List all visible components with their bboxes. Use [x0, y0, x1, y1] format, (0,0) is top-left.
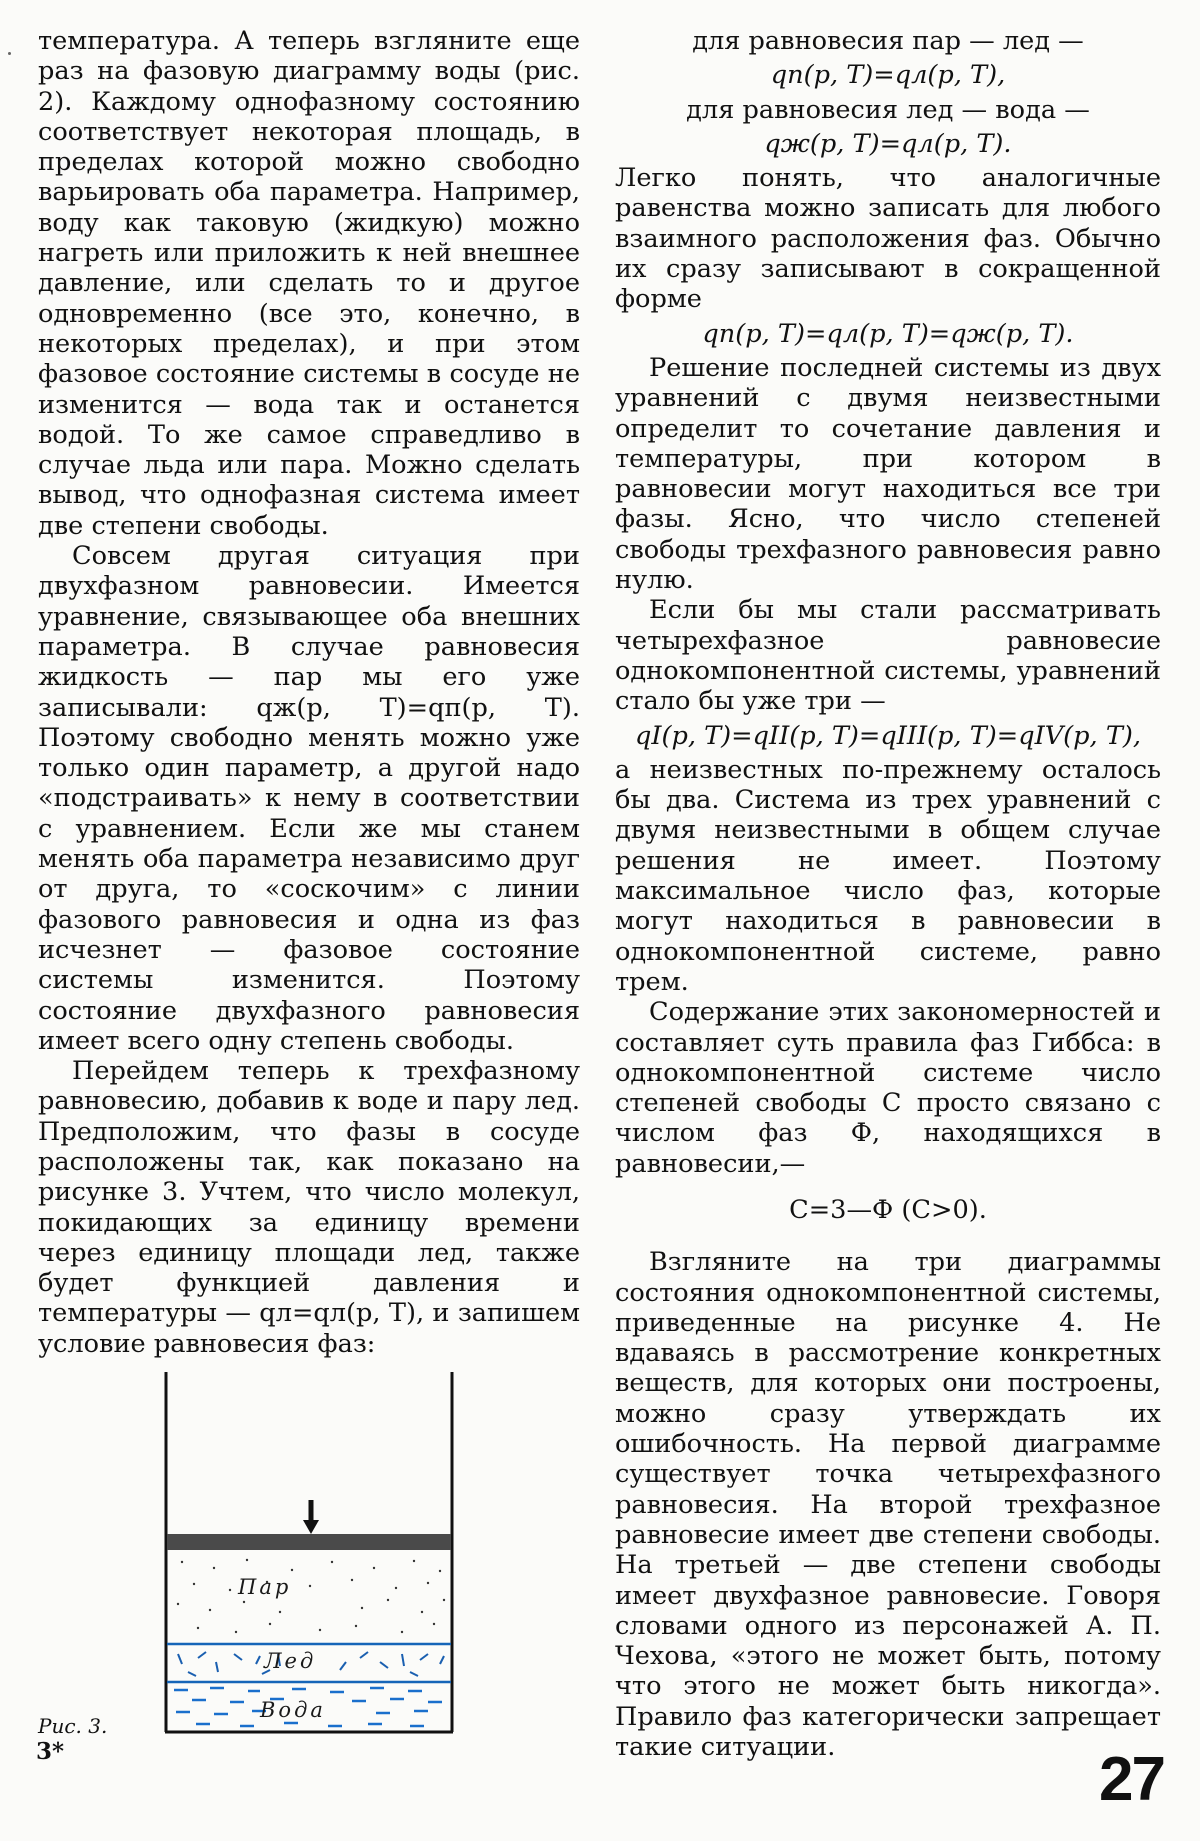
gibbs-rule-formula: С=3—Ф (С>0).	[789, 1194, 987, 1225]
paragraph: температура. А теперь взгляните еще раз на фазовую диаграмму воды (рис. 2). Каждому однофазному состоянию соответствует некоторая площадь, в пределах которой можно свободно варьировать оба параметра. Например, воду как таковую (жидкую) можно нагреть или приложить к ней внешнее давление, или сделать то и другое одновременно (все это, конечно, в некоторых пределах), и при этом фазовое состояние системы в сосуде не изменится — вода так и останется водой. То же самое справедливо в случае льда или пара. Можно сделать вывод, что однофазная система имеет две степени свободы.	[38, 26, 580, 541]
page-number: 27	[1099, 1745, 1164, 1814]
label-water: Вода	[260, 1698, 326, 1722]
paragraph: Если бы мы стали рассматривать четырехфазное равновесие однокомпонентной системы, уравнений стало бы уже три —	[615, 595, 1161, 717]
paragraph: а неизвестных по-прежнему осталось бы два. Система из трех уравнений с двумя неизвестными в общем случае решения не имеет. Поэтому максимальное число фаз, которые могут находиться в равновесии в однокомпонентной системе, равно трем.	[615, 754, 1161, 997]
formula-intro: для равновесия пар — лед —	[692, 26, 1084, 56]
margin-mark	[8, 52, 11, 55]
paragraph: Взгляните на три диаграммы состояния однокомпонентной системы, приведенные на рисунке 4. Не вдаваясь в рассмотрение конкретных веществ, для которых они построены, можно сразу утверждать их ошибочность. На первой диаграмме существует точка четырехфазного равновесия. На второй трехфазное равновесие имеет две степени свободы. На третьей — две степени свободы имеет двухфазное равновесие. Говоря словами одного из персонажей А. П. Чехова, «этого не может быть, потому что этого не может быть никогда». Правило фаз категорически запрещает такие ситуации.	[615, 1247, 1161, 1763]
formula: qп(p, T)=qл(p, T),	[770, 60, 1006, 91]
piston	[167, 1534, 451, 1550]
figure-vessel	[152, 1372, 512, 1748]
paragraph: Перейдем теперь к трехфазному равновесию, добавив к воде и пару лед. Предположим, что фазы в сосуде расположены так, как показано на рисунке 3. Учтем, что число молекул, покидающих за единицу времени через единицу площади лед, также будет функцией давления и температуры — qл=qл(p, T), и запишем условие равновесия фаз:	[38, 1056, 580, 1359]
vapor-dots	[177, 1559, 445, 1633]
formula-intro: для равновесия лед — вода —	[686, 94, 1090, 125]
paragraph: Содержание этих закономерностей и составляет суть правила фаз Гиббса: в однокомпонентной системе число степеней свободы С просто связано с числом фаз Ф, находящихся в равновесии,—	[615, 997, 1161, 1179]
formula: qI(p, T)=qII(p, T)=qIII(p, T)=qIV(p, T),	[634, 720, 1142, 751]
paragraph: Легко понять, что аналогичные равенства можно записать для любого взаимного расположения фаз. Обычно их сразу записывают в сокращенной форме	[615, 163, 1161, 315]
vessel-diagram	[152, 1372, 512, 1748]
label-ice: Лед	[264, 1649, 317, 1673]
figure-caption: Рис. 3.	[38, 1714, 108, 1738]
left-column	[38, 26, 580, 1359]
signature-mark: 3*	[36, 1738, 65, 1765]
right-column	[615, 26, 1161, 1762]
paragraph: Совсем другая ситуация при двухфазном равновесии. Имеется уравнение, связывающее оба внешних параметра. В случае равновесия жидкость — пар мы его уже записывали: qж(p, T)=qп(p, T). Поэтому свободно менять можно уже только один параметр, а другой надо «подстраивать» к нему в соответствии с уравнением. Если же мы станем менять оба параметра независимо друг от друга, то «соскочим» с линии фазового равновесия и одна из фаз исчезнет — фазовое состояние системы изменится. Поэтому состояние двухфазного равновесия имеет всего одну степень свободы.	[38, 541, 580, 1056]
formula: qп(p, T)=qл(p, T)=qж(p, T).	[702, 318, 1074, 349]
label-vapor: Пар	[238, 1575, 292, 1599]
formula: qж(p, T)=qл(p, T).	[764, 128, 1012, 159]
paragraph: Решение последней системы из двух уравнений с двумя неизвестными определит то сочетание давления и температуры, при котором в равновесии могут находиться все три фазы. Ясно, что число степеней свободы трехфазного равновесия равно нулю.	[615, 352, 1161, 596]
arrow-head-icon	[303, 1520, 319, 1534]
